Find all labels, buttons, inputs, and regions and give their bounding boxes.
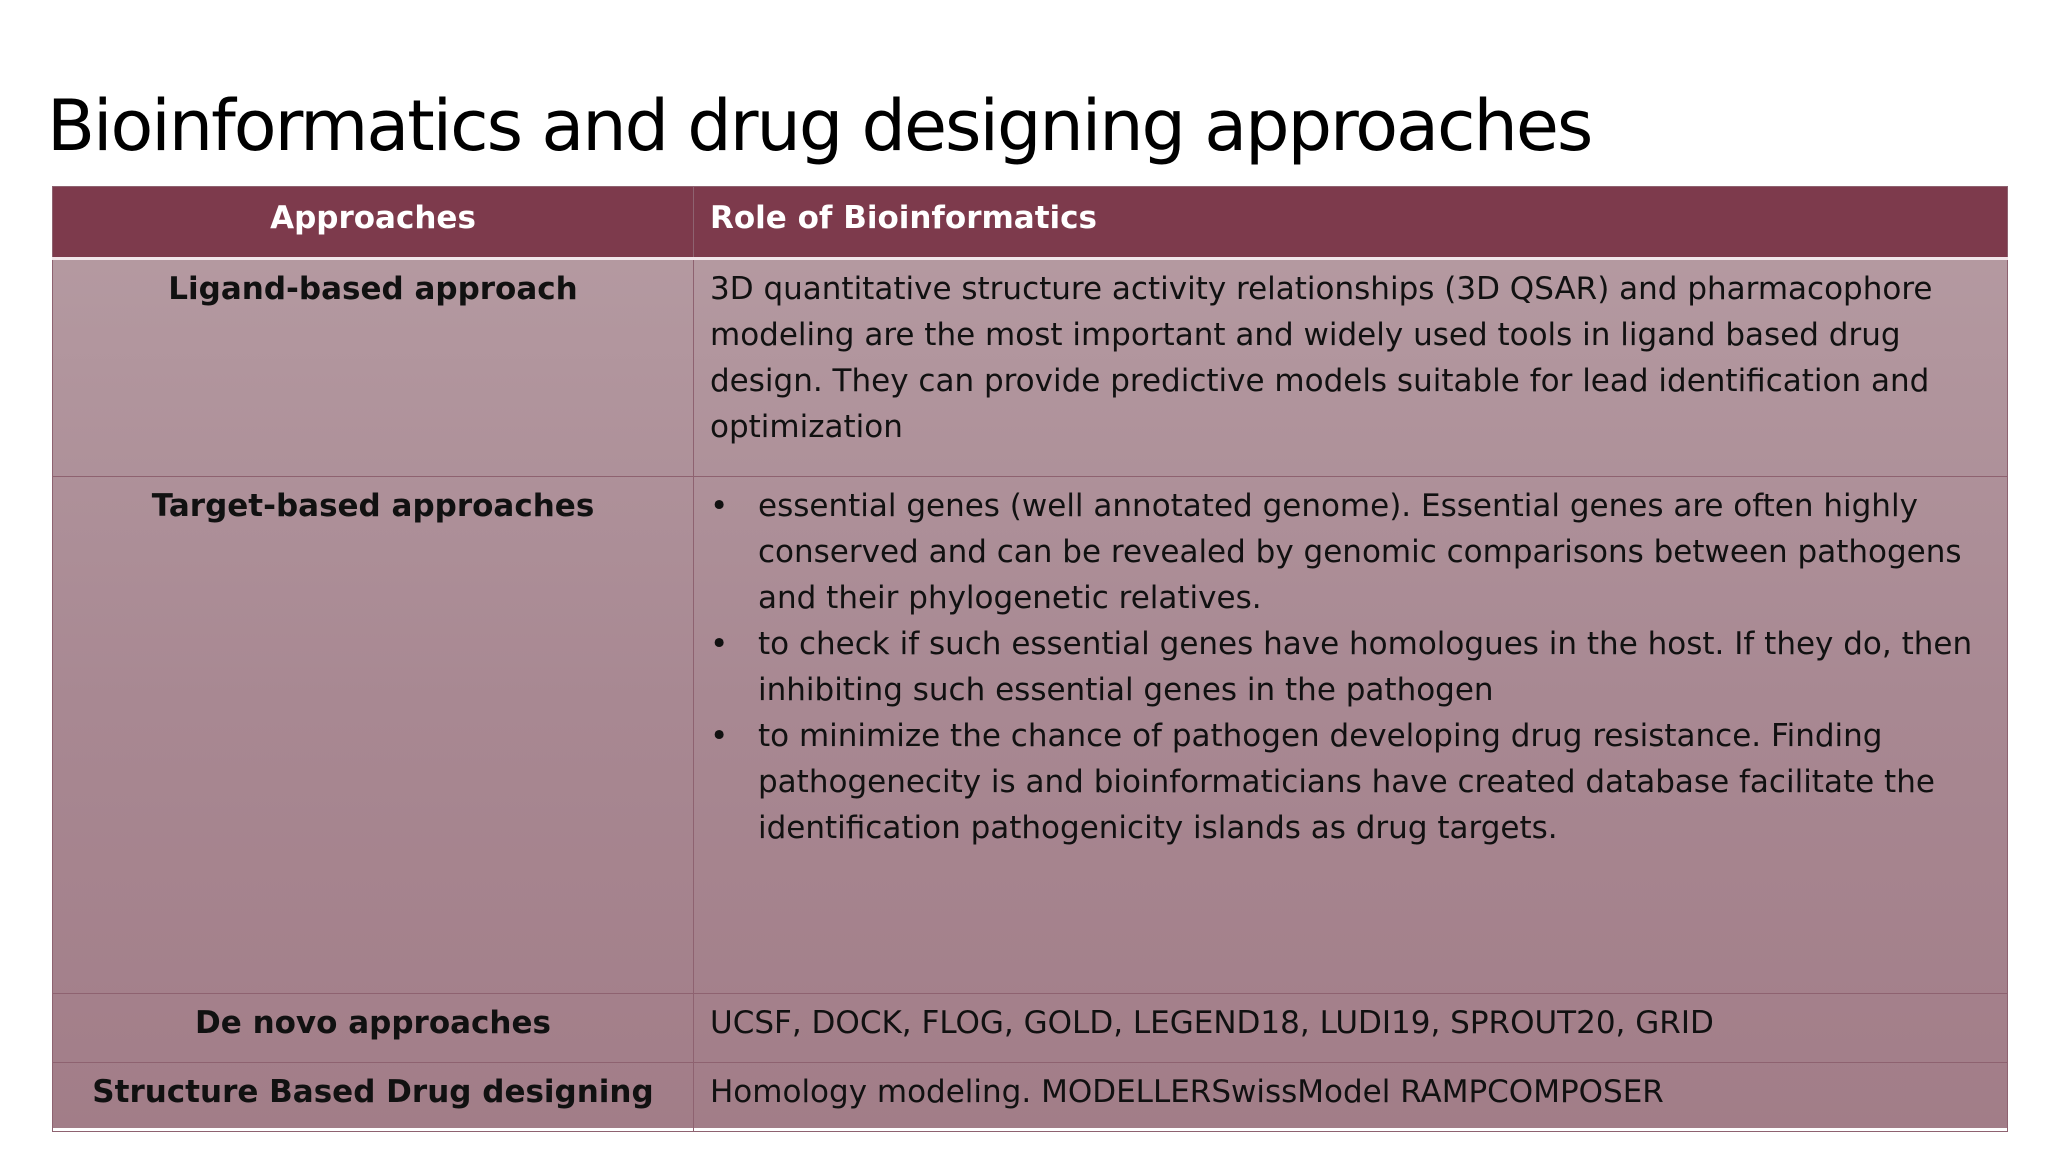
approach-cell: Ligand-based approach — [53, 259, 694, 477]
bullet-icon: • — [710, 718, 729, 754]
table-row-structure-based — [53, 1063, 2008, 1132]
role-cell: UCSF, DOCK, FLOG, GOLD, LEGEND18, LUDI19, SPROUT20, GRID — [694, 994, 2008, 1063]
approach-cell: Structure Based Drug designing — [53, 1063, 694, 1132]
slide-title: Bioinformatics and drug designing approaches — [47, 85, 1592, 167]
role-bullet-item — [710, 621, 1991, 713]
role-cell — [694, 477, 2008, 994]
role-cell: 3D quantitative structure activity relationships (3D QSAR) and pharmacophore modeling are the most important and widely used tools in ligand based drug design. They can provide predictive models suitable for lead identification and optimization — [694, 259, 2008, 477]
table-row-target-based — [53, 477, 2008, 994]
approach-cell: Target-based approaches — [53, 477, 694, 994]
table-row-de-novo — [53, 994, 2008, 1063]
table-row-ligand-based — [53, 259, 2008, 477]
role-bullet-item — [710, 483, 1991, 621]
header-approaches: Approaches — [53, 187, 694, 259]
role-bullet-item — [710, 713, 1991, 851]
approaches-table-container — [52, 186, 2008, 1128]
approach-cell: De novo approaches — [53, 994, 694, 1063]
header-role-of-bioinformatics: Role of Bioinformatics — [694, 187, 2008, 259]
bullet-icon: • — [710, 626, 729, 662]
table-header-row — [53, 187, 2008, 259]
approaches-table — [52, 186, 2008, 1132]
bullet-icon: • — [710, 488, 729, 524]
role-bullet-list — [710, 483, 1991, 851]
role-bullet-text: to minimize the chance of pathogen developing drug resistance. Finding pathogenecity is and bioinformaticians have created database facilitate the identification pathogenicity islands as drug targets. — [758, 718, 1935, 846]
role-cell: Homology modeling. MODELLERSwissModel RAMPCOMPOSER — [694, 1063, 2008, 1132]
role-bullet-text: to check if such essential genes have homologues in the host. If they do, then inhibiting such essential genes in the pathogen — [758, 626, 1973, 708]
role-bullet-text: essential genes (well annotated genome). Essential genes are often highly conserved and can be revealed by genomic comparisons between pathogens and their phylogenetic relatives. — [758, 488, 1962, 616]
